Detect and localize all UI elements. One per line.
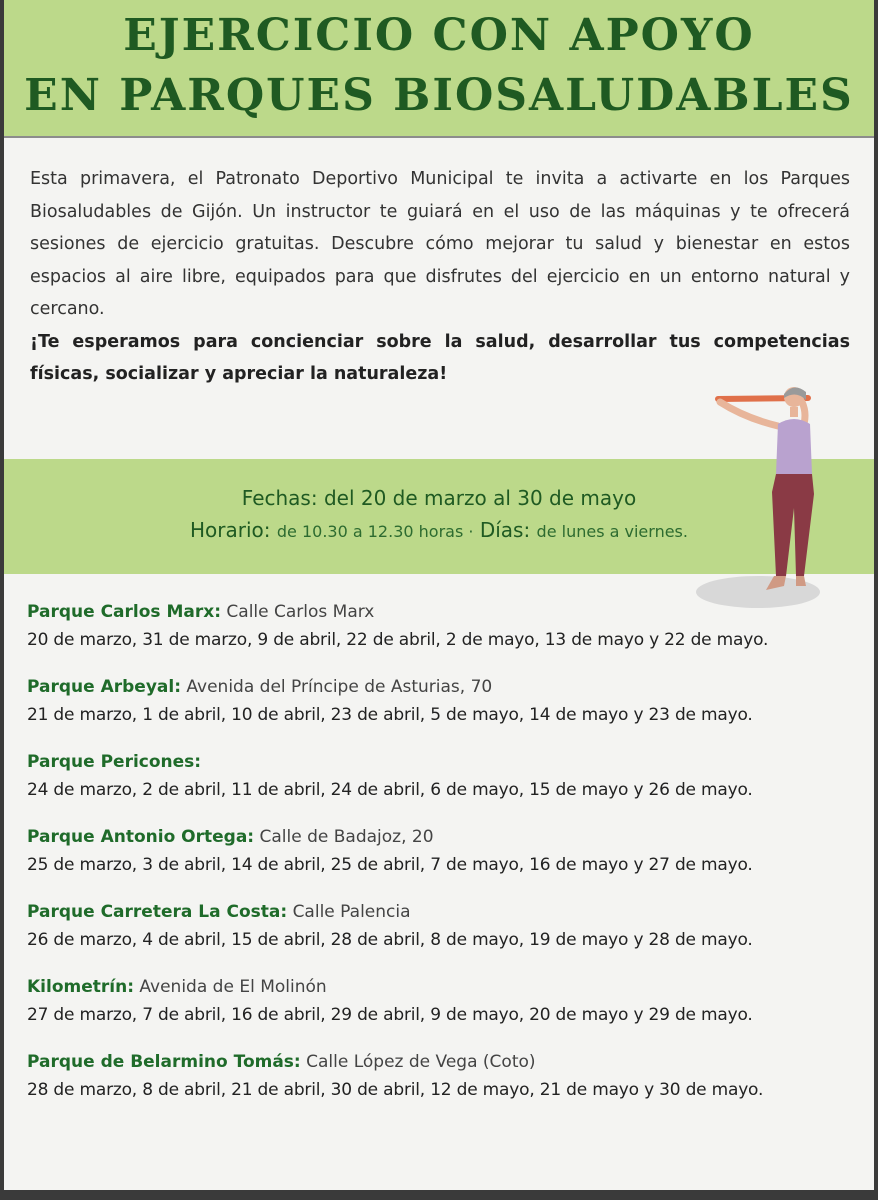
park-heading (27, 598, 857, 626)
parks-list (27, 598, 857, 1123)
list-item (27, 1048, 857, 1104)
park-heading (27, 973, 857, 1001)
intro-paragraph: Esta primavera, el Patronato Deportivo Municipal te invita a activarte en los Parques Biosaludables de Gijón. Un instructor te guiará en el uso de las máquinas y te ofrecerá sesiones de ejercicio gratuitas. Descubre cómo mejorar tu salud y bienestar en estos espacios al aire libre, equipados para que disfrutes del ejercicio en un entorno natural y cercano. (30, 169, 850, 319)
intro-text (30, 163, 850, 391)
days-label: Días: (479, 518, 531, 542)
park-heading (27, 1048, 857, 1076)
park-address: Avenida del Príncipe de Asturias, 70 (186, 677, 493, 697)
park-name: Parque Pericones: (27, 752, 202, 772)
list-item (27, 973, 857, 1029)
list-item (27, 673, 857, 729)
hours-value: de 10.30 a 12.30 horas · (276, 522, 474, 541)
list-item (27, 598, 857, 654)
park-address: Calle Palencia (292, 902, 411, 922)
park-dates: 28 de marzo, 8 de abril, 21 de abril, 30 de abril, 12 de mayo, 21 de mayo y 30 de mayo. (27, 1080, 764, 1100)
list-item (27, 748, 857, 804)
park-heading (27, 673, 857, 701)
page-title (4, 0, 874, 126)
park-name: Parque Carlos Marx: (27, 602, 221, 622)
park-dates: 24 de marzo, 2 de abril, 11 de abril, 24 de abril, 6 de mayo, 15 de mayo y 26 de mayo. (27, 780, 753, 800)
park-dates: 20 de marzo, 31 de marzo, 9 de abril, 22 de abril, 2 de mayo, 13 de mayo y 22 de mayo. (27, 630, 769, 650)
park-address: Avenida de El Molinón (139, 977, 327, 997)
park-address: Calle Carlos Marx (226, 602, 375, 622)
bottom-border (0, 1190, 878, 1200)
header-banner (4, 0, 874, 138)
park-name: Parque Carretera La Costa: (27, 902, 288, 922)
park-dates: 21 de marzo, 1 de abril, 10 de abril, 23 de abril, 5 de mayo, 14 de mayo y 23 de mayo. (27, 705, 753, 725)
list-item (27, 898, 857, 954)
park-dates: 25 de marzo, 3 de abril, 14 de abril, 25 de abril, 7 de mayo, 16 de mayo y 27 de mayo. (27, 855, 753, 875)
hours-label: Horario: (190, 518, 271, 542)
park-name: Parque Antonio Ortega: (27, 827, 255, 847)
days-value: de lunes a viernes. (536, 522, 688, 541)
park-address: Calle de Badajoz, 20 (259, 827, 434, 847)
woman-exercising-with-resistance-band-icon (690, 380, 830, 610)
park-heading (27, 748, 857, 776)
title-line-2: EN PARQUES BIOSALUDABLES (24, 70, 854, 121)
list-item (27, 823, 857, 879)
park-name: Parque de Belarmino Tomás: (27, 1052, 301, 1072)
park-heading (27, 823, 857, 851)
park-name: Kilometrín: (27, 977, 134, 997)
title-line-1: EJERCICIO CON APOYO (123, 10, 755, 61)
park-dates: 26 de marzo, 4 de abril, 15 de abril, 28 de abril, 8 de mayo, 19 de mayo y 28 de mayo. (27, 930, 753, 950)
park-name: Parque Arbeyal: (27, 677, 181, 697)
schedule-dates: Fechas: del 20 de marzo al 30 de mayo (241, 486, 637, 510)
park-dates: 27 de marzo, 7 de abril, 16 de abril, 29 de abril, 9 de mayo, 20 de mayo y 29 de mayo. (27, 1005, 753, 1025)
park-address: Calle López de Vega (Coto) (306, 1052, 536, 1072)
park-heading (27, 898, 857, 926)
call-to-action: ¡Te esperamos para concienciar sobre la salud, desarrollar tus competencias físicas, socializar y apreciar la naturaleza! (30, 331, 850, 384)
